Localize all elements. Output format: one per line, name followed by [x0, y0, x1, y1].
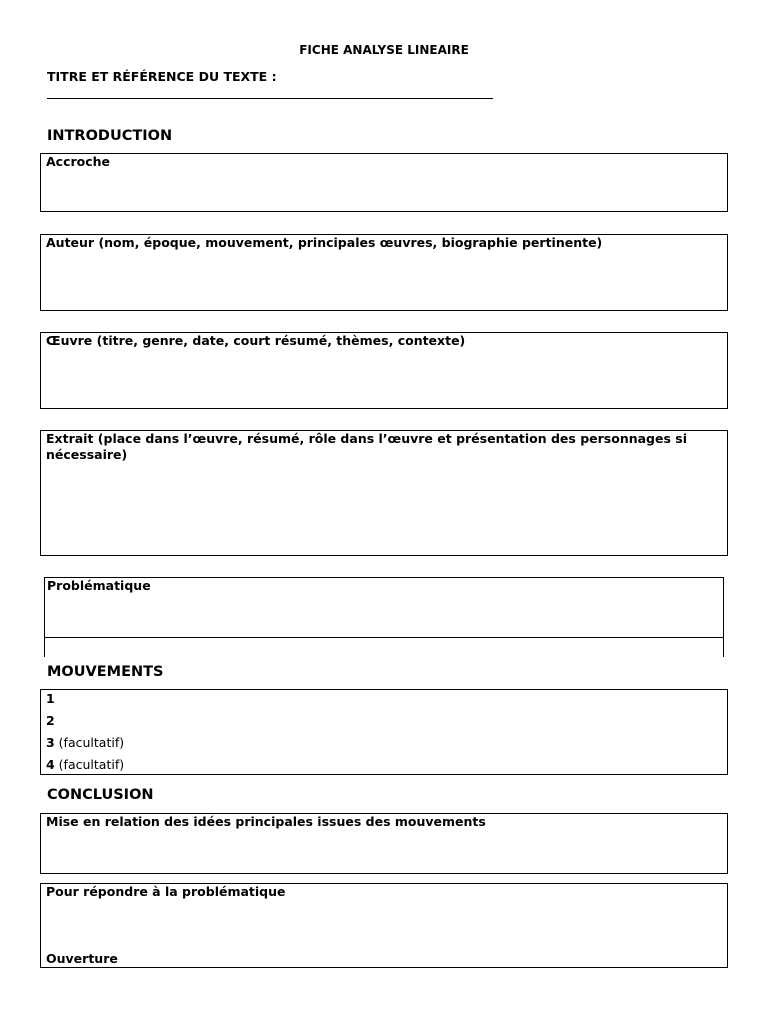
text-reference-blank-line	[47, 98, 493, 99]
mouvement-note: (facultatif)	[54, 735, 125, 750]
mouvement-item	[46, 735, 124, 751]
mouvements-box[interactable]	[40, 689, 728, 775]
document-title: FICHE ANALYSE LINEAIRE	[299, 43, 469, 57]
problematique-right-border	[723, 577, 724, 657]
mouvement-number: 4	[46, 757, 55, 772]
mouvement-item	[46, 713, 55, 729]
problematique-left-border	[44, 577, 45, 657]
extrait-label: Extrait (place dans l’œuvre, résumé, rôle dans l’œuvre et présentation des personnages si nécessaire)	[46, 431, 687, 462]
problematique-label: Problématique	[47, 578, 151, 593]
problematique-divider	[44, 637, 724, 638]
conclusion-heading: CONCLUSION	[47, 787, 154, 803]
auteur-box[interactable]	[40, 234, 728, 311]
extrait-box[interactable]	[40, 430, 728, 556]
introduction-heading: INTRODUCTION	[47, 128, 173, 144]
oeuvre-label: Œuvre (titre, genre, date, court résumé, thèmes, contexte)	[46, 333, 466, 348]
reponse-box[interactable]	[40, 883, 728, 968]
mouvements-heading: MOUVEMENTS	[47, 664, 164, 680]
accroche-label: Accroche	[46, 154, 111, 169]
auteur-label: Auteur (nom, époque, mouvement, principales œuvres, biographie pertinente)	[46, 235, 603, 250]
mouvement-note: (facultatif)	[54, 757, 125, 772]
mouvement-item	[46, 691, 55, 707]
mouvement-number: 1	[46, 691, 55, 706]
reponse-label: Pour répondre à la problématique	[46, 884, 286, 899]
relation-label: Mise en relation des idées principales issues des mouvements	[46, 814, 486, 829]
relation-box[interactable]	[40, 813, 728, 874]
mouvement-item	[46, 757, 124, 773]
oeuvre-box[interactable]	[40, 332, 728, 409]
accroche-box[interactable]	[40, 153, 728, 212]
text-reference-label: TITRE ET RÉFÉRENCE DU TEXTE :	[47, 69, 277, 84]
mouvement-number: 3	[46, 735, 55, 750]
mouvement-number: 2	[46, 713, 55, 728]
ouverture-label: Ouverture	[46, 951, 118, 966]
